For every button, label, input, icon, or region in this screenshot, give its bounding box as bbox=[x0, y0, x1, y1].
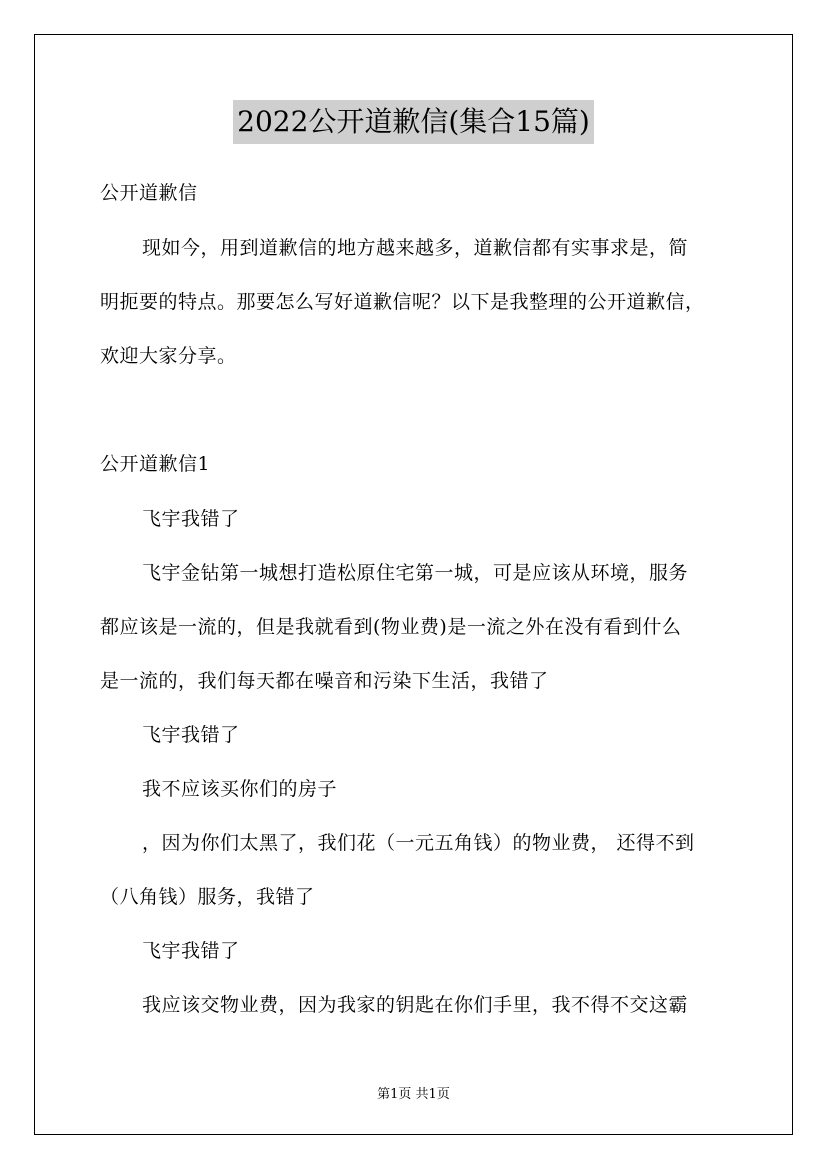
paragraph-line: 都应该是一流的，但是我就看到(物业费)是一流之外在没有看到什么 bbox=[100, 616, 682, 638]
document-title: 2022公开道歉信(集合15篇) bbox=[233, 100, 594, 144]
paragraph-line: 飞宇我错了 bbox=[142, 508, 240, 530]
section-heading: 公开道歉信1 bbox=[100, 453, 211, 475]
paragraph-line: 飞宇金钻第一城想打造松原住宅第一城，可是应该从环境，服务 bbox=[142, 562, 689, 584]
paragraph-line: 现如今，用到道歉信的地方越来越多，道歉信都有实事求是，简 bbox=[142, 237, 689, 259]
paragraph-line: 我应该交物业费，因为我家的钥匙在你们手里，我不得不交这霸 bbox=[142, 994, 689, 1016]
paragraph-line: 飞宇我错了 bbox=[142, 724, 240, 746]
paragraph-line: 飞宇我错了 bbox=[142, 940, 240, 962]
paragraph-line: ，因为你们太黑了，我们花（一元五角钱）的物业费， 还得不到 bbox=[142, 832, 695, 854]
heading-line: 公开道歉信 bbox=[100, 182, 198, 204]
paragraph-line: 欢迎大家分享。 bbox=[100, 345, 237, 367]
title-container bbox=[0, 100, 827, 144]
paragraph-line: （八角钱）服务，我错了 bbox=[100, 886, 315, 908]
paragraph-line: 是一流的，我们每天都在噪音和污染下生活，我错了 bbox=[100, 670, 549, 692]
paragraph-line: 我不应该买你们的房子 bbox=[142, 778, 338, 800]
page-footer: 第1页 共1页 bbox=[377, 1087, 450, 1102]
paragraph-line: 明扼要的特点。那要怎么写好道歉信呢？以下是我整理的公开道歉信， bbox=[100, 291, 705, 313]
